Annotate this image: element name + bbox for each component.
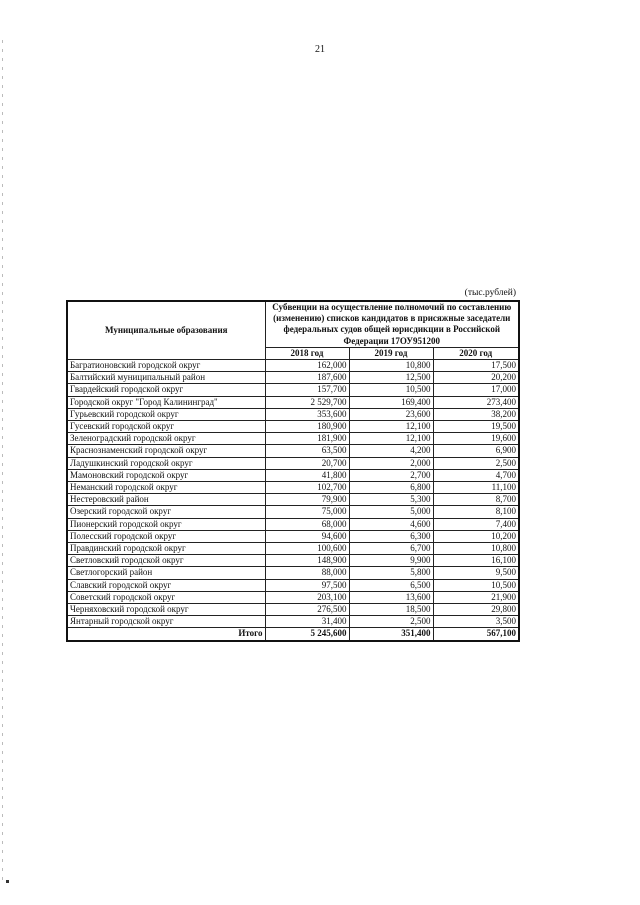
- row-value-2020: 29,800: [433, 604, 519, 616]
- row-value-2019: 5,300: [349, 494, 433, 506]
- header-year-2018: 2018 год: [265, 347, 349, 359]
- table-row: [67, 555, 519, 567]
- row-value-2019: 23,600: [349, 408, 433, 420]
- row-value-2018: 31,400: [265, 616, 349, 628]
- row-value-2019: 6,800: [349, 482, 433, 494]
- row-name: Советский городской округ: [67, 591, 265, 603]
- header-year-2019: 2019 год: [349, 347, 433, 359]
- row-value-2018: 68,000: [265, 518, 349, 530]
- row-value-2020: 273,400: [433, 396, 519, 408]
- row-name: Краснознаменский городской округ: [67, 445, 265, 457]
- row-value-2019: 13,600: [349, 591, 433, 603]
- table-row: [67, 433, 519, 445]
- row-name: Светлогорский район: [67, 567, 265, 579]
- table-body: [67, 360, 519, 628]
- row-name: Пионерский городской округ: [67, 518, 265, 530]
- row-value-2018: 75,000: [265, 506, 349, 518]
- row-value-2018: 63,500: [265, 445, 349, 457]
- row-value-2018: 88,000: [265, 567, 349, 579]
- row-value-2018: 181,900: [265, 433, 349, 445]
- row-name: Черняховский городской округ: [67, 604, 265, 616]
- scan-mark: [6, 880, 9, 883]
- row-value-2019: 2,000: [349, 457, 433, 469]
- table-row: [67, 506, 519, 518]
- table-row: [67, 408, 519, 420]
- row-value-2020: 19,500: [433, 421, 519, 433]
- row-value-2018: 97,500: [265, 579, 349, 591]
- row-name: Нестеровский район: [67, 494, 265, 506]
- row-value-2019: 12,500: [349, 372, 433, 384]
- row-value-2020: 4,700: [433, 469, 519, 481]
- row-value-2019: 12,100: [349, 433, 433, 445]
- row-name: Городской округ "Город Калининград": [67, 396, 265, 408]
- row-value-2020: 17,500: [433, 360, 519, 372]
- row-value-2020: 10,500: [433, 579, 519, 591]
- table-row: [67, 482, 519, 494]
- row-value-2018: 148,900: [265, 555, 349, 567]
- table-row: [67, 579, 519, 591]
- unit-label: (тыс.рублей): [464, 288, 516, 298]
- row-value-2019: 18,500: [349, 604, 433, 616]
- row-value-2019: 10,500: [349, 384, 433, 396]
- row-value-2018: 100,600: [265, 543, 349, 555]
- page-number: 21: [315, 44, 325, 55]
- row-value-2019: 10,800: [349, 360, 433, 372]
- row-value-2018: 2 529,700: [265, 396, 349, 408]
- table-row: [67, 396, 519, 408]
- table-row: [67, 372, 519, 384]
- row-value-2019: 12,100: [349, 421, 433, 433]
- row-name: Ладушкинский городской округ: [67, 457, 265, 469]
- total-label: Итого: [67, 628, 265, 641]
- row-value-2019: 4,200: [349, 445, 433, 457]
- row-name: Багратионовский городской округ: [67, 360, 265, 372]
- row-value-2018: 157,700: [265, 384, 349, 396]
- row-value-2019: 169,400: [349, 396, 433, 408]
- row-value-2020: 11,100: [433, 482, 519, 494]
- row-value-2019: 2,500: [349, 616, 433, 628]
- header-description: Субвенции на осуществление полномочий по составлению (изменению) списков кандидатов в присяжные заседатели федеральных судов общей юрисдикции в Российской Федерации 17ОУ951200: [265, 301, 519, 347]
- row-value-2020: 21,900: [433, 591, 519, 603]
- table-row: [67, 445, 519, 457]
- row-value-2018: 79,900: [265, 494, 349, 506]
- row-value-2020: 38,200: [433, 408, 519, 420]
- table-row: [67, 530, 519, 542]
- row-value-2020: 2,500: [433, 457, 519, 469]
- row-name: Полесский городской округ: [67, 530, 265, 542]
- row-value-2018: 187,600: [265, 372, 349, 384]
- row-name: Правдинский городской округ: [67, 543, 265, 555]
- header-year-2020: 2020 год: [433, 347, 519, 359]
- row-value-2020: 10,200: [433, 530, 519, 542]
- table-row: [67, 616, 519, 628]
- table-row: [67, 604, 519, 616]
- row-value-2018: 203,100: [265, 591, 349, 603]
- row-value-2020: 7,400: [433, 518, 519, 530]
- row-name: Зеленоградский городской округ: [67, 433, 265, 445]
- table-row: [67, 494, 519, 506]
- row-value-2020: 9,500: [433, 567, 519, 579]
- row-value-2019: 4,600: [349, 518, 433, 530]
- row-value-2018: 102,700: [265, 482, 349, 494]
- subvention-table: [66, 300, 520, 642]
- row-value-2020: 3,500: [433, 616, 519, 628]
- row-name: Балтийский муниципальный район: [67, 372, 265, 384]
- row-name: Славский городской округ: [67, 579, 265, 591]
- row-name: Светловский городской округ: [67, 555, 265, 567]
- row-value-2020: 8,100: [433, 506, 519, 518]
- page-edge-marks: [2, 40, 3, 880]
- row-value-2018: 162,000: [265, 360, 349, 372]
- row-value-2018: 180,900: [265, 421, 349, 433]
- table-row: [67, 457, 519, 469]
- row-value-2018: 353,600: [265, 408, 349, 420]
- row-value-2020: 20,200: [433, 372, 519, 384]
- row-value-2020: 6,900: [433, 445, 519, 457]
- row-value-2019: 9,900: [349, 555, 433, 567]
- row-value-2019: 5,000: [349, 506, 433, 518]
- row-name: Янтарный городской округ: [67, 616, 265, 628]
- row-value-2019: 6,700: [349, 543, 433, 555]
- row-value-2018: 20,700: [265, 457, 349, 469]
- table-row: [67, 567, 519, 579]
- table-row: [67, 421, 519, 433]
- row-value-2020: 17,000: [433, 384, 519, 396]
- row-name: Озерский городской округ: [67, 506, 265, 518]
- total-2018: 5 245,600: [265, 628, 349, 641]
- table-row: [67, 591, 519, 603]
- header-municipality: Муниципальные образования: [67, 301, 265, 360]
- row-value-2018: 94,600: [265, 530, 349, 542]
- row-value-2019: 6,300: [349, 530, 433, 542]
- total-2020: 567,100: [433, 628, 519, 641]
- row-value-2019: 2,700: [349, 469, 433, 481]
- row-value-2020: 10,800: [433, 543, 519, 555]
- table-row: [67, 518, 519, 530]
- row-name: Гвардейский городской округ: [67, 384, 265, 396]
- row-value-2019: 6,500: [349, 579, 433, 591]
- row-name: Неманский городской округ: [67, 482, 265, 494]
- row-name: Гурьевский городской округ: [67, 408, 265, 420]
- table-row: [67, 384, 519, 396]
- row-name: Мамоновский городской округ: [67, 469, 265, 481]
- row-name: Гусевский городской округ: [67, 421, 265, 433]
- row-value-2020: 19,600: [433, 433, 519, 445]
- total-2019: 351,400: [349, 628, 433, 641]
- table-row: [67, 469, 519, 481]
- row-value-2019: 5,800: [349, 567, 433, 579]
- table-row: [67, 360, 519, 372]
- total-row: [67, 628, 519, 641]
- row-value-2020: 8,700: [433, 494, 519, 506]
- row-value-2018: 276,500: [265, 604, 349, 616]
- row-value-2020: 16,100: [433, 555, 519, 567]
- table-row: [67, 543, 519, 555]
- row-value-2018: 41,800: [265, 469, 349, 481]
